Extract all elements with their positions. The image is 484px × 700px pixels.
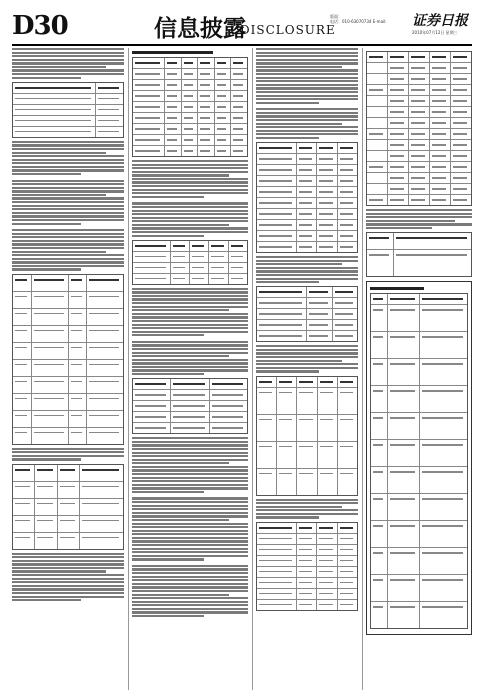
page-number: D30 — [12, 11, 68, 41]
column-rule — [252, 48, 253, 690]
column-rule — [362, 48, 363, 690]
newspaper-logo: 证券日报 — [412, 13, 468, 29]
commitment-table — [366, 281, 472, 635]
data-table — [256, 522, 358, 611]
text-block — [256, 499, 358, 519]
data-table — [12, 82, 124, 138]
text-block — [12, 48, 124, 79]
column-4 — [366, 48, 472, 690]
text-block — [366, 209, 472, 229]
data-table — [366, 51, 472, 206]
text-block — [132, 437, 248, 617]
issue-date: 2010年07月12日 星期三 — [412, 30, 458, 35]
column-2 — [132, 48, 248, 690]
data-table — [256, 286, 358, 342]
section-heading — [132, 51, 213, 54]
column-subtitle: DISCLOSURE — [240, 23, 336, 37]
data-table — [256, 142, 358, 253]
data-table — [12, 464, 124, 550]
text-block — [12, 553, 124, 602]
text-block — [132, 160, 248, 237]
data-table — [256, 376, 358, 496]
column-title: 信息披露 — [154, 15, 246, 42]
column-1 — [12, 48, 124, 690]
column-3 — [256, 48, 358, 690]
text-block — [256, 345, 358, 372]
data-table — [132, 57, 248, 157]
data-table — [132, 240, 248, 285]
data-table — [366, 232, 472, 277]
column-rule — [128, 48, 129, 690]
text-block — [256, 48, 358, 139]
editor-info: 版面： 电话：010-63070734 E-mail: — [330, 14, 387, 24]
text-block — [12, 448, 124, 461]
text-block — [12, 141, 124, 271]
page-header — [12, 8, 472, 46]
data-table — [12, 274, 124, 445]
data-table — [132, 378, 248, 434]
text-block — [256, 256, 358, 283]
text-block — [132, 288, 248, 375]
